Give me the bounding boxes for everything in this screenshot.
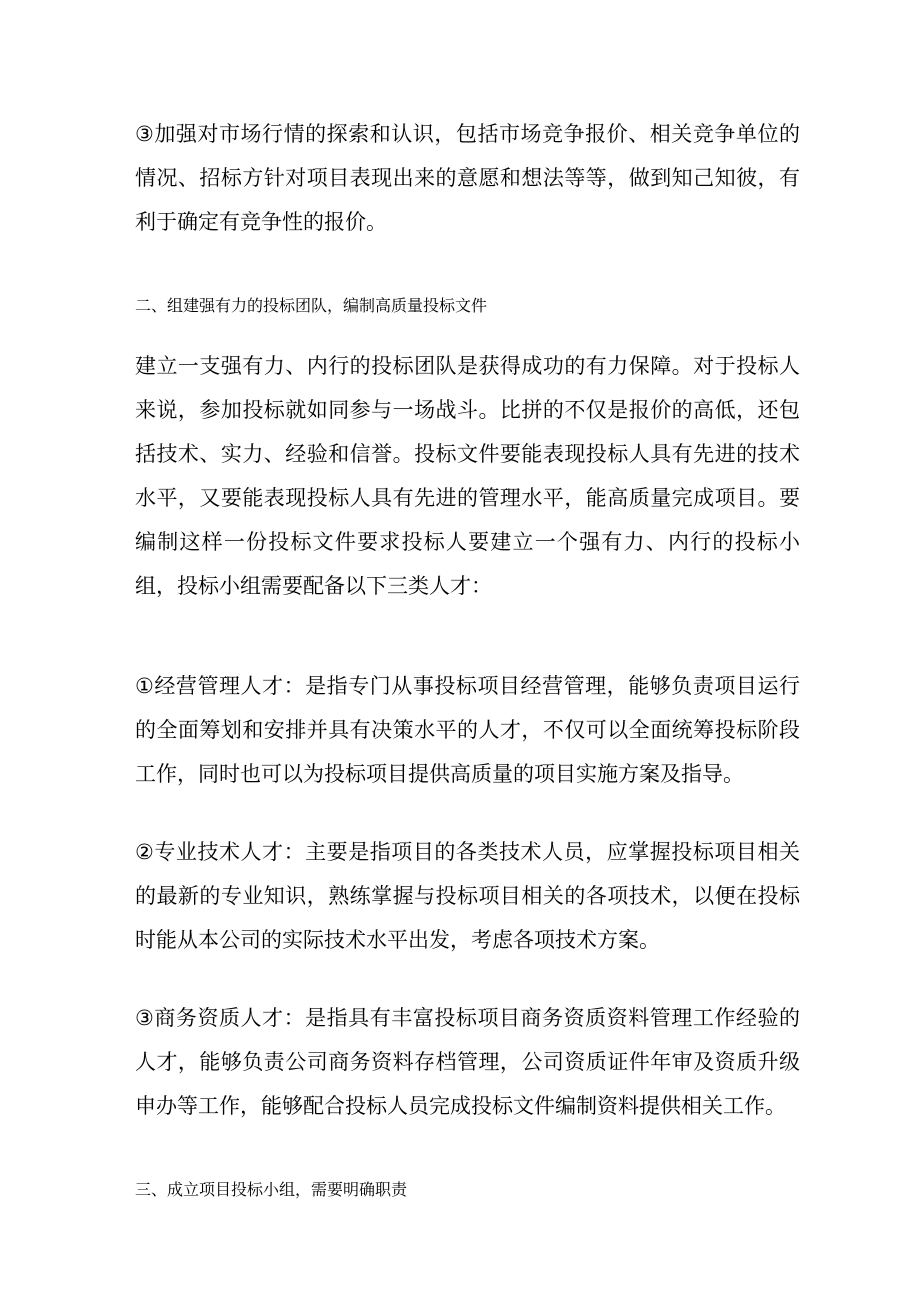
- paragraph-market-research: ③加强对市场行情的探索和认识，包括市场竞争报价、相关竞争单位的情况、招标方针对项目表现出来的意愿和想法等等，做到知己知彼，有利于确定有竞争性的报价。: [135, 122, 800, 234]
- section-heading-bid-group: 三、成立项目投标小组，需要明确职责: [135, 1180, 408, 1199]
- section-heading-bid-team: 二、组建强有力的投标团队，编制高质量投标文件: [135, 296, 488, 315]
- paragraph-technical-talent: ②专业技术人才：主要是指项目的各类技术人员，应掌握投标项目相关的最新的专业知识，熟练掌握与投标项目相关的各项技术，以便在投标时能从本公司的实际技术水平出发，考虑各项技术方案。: [135, 840, 800, 952]
- paragraph-bid-team-intro: 建立一支强有力、内行的投标团队是获得成功的有力保障。对于投标人来说，参加投标就如同参与一场战斗。比拼的不仅是报价的高低，还包括技术、实力、经验和信誉。投标文件要能表现投标人具有先进的技术水平，又要能表现投标人具有先进的管理水平，能高质量完成项目。要编制这样一份投标文件要求投标人要建立一个强有力、内行的投标小组，投标小组需要配备以下三类人才：: [135, 354, 800, 598]
- paragraph-management-talent: ①经营管理人才：是指专门从事投标项目经营管理，能够负责项目运行的全面筹划和安排并具有决策水平的人才，不仅可以全面统筹投标阶段工作，同时也可以为投标项目提供高质量的项目实施方案及指导。: [135, 674, 800, 786]
- paragraph-business-qualification-talent: ③商务资质人才：是指具有丰富投标项目商务资质资料管理工作经验的人才，能够负责公司商务资料存档管理，公司资质证件年审及资质升级申办等工作，能够配合投标人员完成投标文件编制资料提供相关工作。: [135, 1006, 800, 1118]
